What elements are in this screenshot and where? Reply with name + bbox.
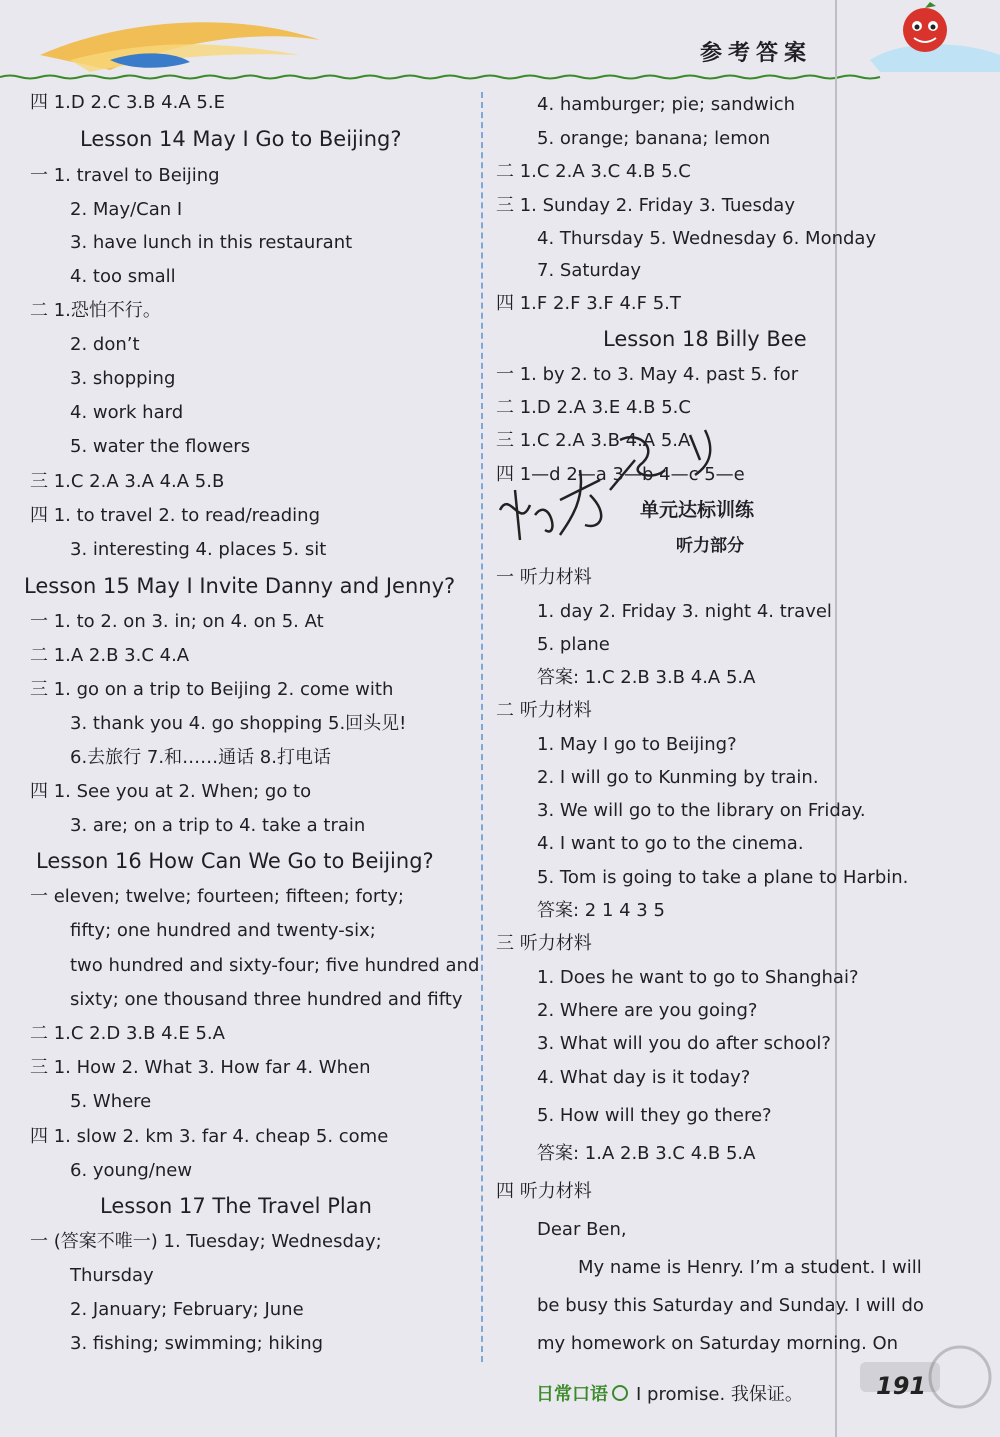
answer-line: 三 听力材料: [496, 933, 592, 954]
lesson-heading: Lesson 15 May I Invite Danny and Jenny?: [24, 574, 456, 598]
answer-line: 3. fishing; swimming; hiking: [70, 1333, 324, 1354]
answer-line: 答案: 2 1 4 3 5: [537, 900, 665, 921]
answer-line: 6.去旅行 7.和……通话 8.打电话: [70, 747, 331, 768]
answer-line: 二 听力材料: [496, 700, 592, 721]
answer-line: 三 1. Sunday 2. Friday 3. Tuesday: [496, 195, 795, 216]
answer-line: 二 1.C 2.D 3.B 4.E 5.A: [30, 1023, 225, 1044]
answer-line: 答案: 1.C 2.B 3.B 4.A 5.A: [537, 667, 756, 688]
answer-line: 4. Thursday 5. Wednesday 6. Monday: [537, 228, 877, 249]
answer-line: 4. What day is it today?: [537, 1067, 751, 1088]
answer-line: 4. work hard: [70, 402, 184, 423]
header-title: 参考答案: [700, 40, 813, 66]
answer-line: 5. How will they go there?: [537, 1105, 772, 1126]
answer-line: 3. thank you 4. go shopping 5.回头见!: [70, 713, 407, 734]
answer-line: 一 (答案不唯一) 1. Tuesday; Wednesday;: [30, 1231, 382, 1252]
header-divider: [0, 74, 1000, 80]
answer-line: 3. are; on a trip to 4. take a train: [70, 815, 366, 836]
answer-line: 四 听力材料: [496, 1181, 592, 1202]
answer-line: 2. don’t: [70, 334, 140, 355]
answer-line: my homework on Saturday morning. On: [537, 1333, 899, 1354]
lesson-heading: Lesson 16 How Can We Go to Beijing?: [36, 849, 434, 873]
answer-line: 一 1. by 2. to 3. May 4. past 5. for: [496, 364, 799, 385]
answer-line: 二 1.恐怕不行。: [30, 300, 161, 321]
footer: [536, 1380, 803, 1406]
answer-line: 3. have lunch in this restaurant: [70, 232, 353, 253]
answer-line: fifty; one hundred and twenty-six;: [70, 920, 376, 941]
answer-line: 2. May/Can I: [70, 199, 183, 220]
answer-line: two hundred and sixty-four; five hundred and: [70, 955, 480, 976]
answer-line: 一 eleven; twelve; fourteen; fifteen; forty;: [30, 886, 405, 907]
answer-line: 1. May I go to Beijing?: [537, 734, 737, 755]
answer-line: 4. I want to go to the cinema.: [537, 833, 804, 854]
answer-line: 5. orange; banana; lemon: [537, 128, 771, 149]
answer-line: 二 1.D 2.A 3.E 4.B 5.C: [496, 397, 691, 418]
footer-phrase: I promise. 我保证。: [636, 1384, 803, 1405]
answer-line: My name is Henry. I’m a student. I will: [578, 1257, 922, 1278]
answer-line: 5. water the flowers: [70, 436, 251, 457]
answer-line: 四 1. See you at 2. When; go to: [30, 781, 312, 802]
answer-line: 四 1—d 2—a 3—b 4—c 5—e: [496, 464, 745, 485]
answer-line: 四 1.D 2.C 3.B 4.A 5.E: [30, 92, 225, 113]
answer-line: 四 1. to travel 2. to read/reading: [30, 505, 321, 526]
section-heading: 听力部分: [676, 536, 744, 556]
answer-line: 2. Where are you going?: [537, 1000, 758, 1021]
answer-line: 一 1. travel to Beijing: [30, 165, 220, 186]
page-number: 191: [876, 1372, 927, 1400]
answer-line: sixty; one thousand three hundred and fifty: [70, 989, 463, 1010]
answer-line: 一 听力材料: [496, 567, 592, 588]
answer-line: be busy this Saturday and Sunday. I will do: [537, 1295, 924, 1316]
answer-line: 4. too small: [70, 266, 176, 287]
lesson-heading: Lesson 17 The Travel Plan: [100, 1194, 372, 1218]
answer-line: 三 1.C 2.A 3.A 4.A 5.B: [30, 471, 225, 492]
answer-line: 6. young/new: [70, 1160, 193, 1181]
header-decoration: [0, 0, 1000, 72]
section-heading: 单元达标训练: [640, 499, 755, 521]
answer-line: 三 1. How 2. What 3. How far 4. When: [30, 1057, 371, 1078]
answer-line: 三 1. go on a trip to Beijing 2. come with: [30, 679, 394, 700]
page-edge: [835, 0, 837, 1437]
answer-line: 3. shopping: [70, 368, 176, 389]
answer-line: 1. day 2. Friday 3. night 4. travel: [537, 601, 832, 622]
answer-line: 二 1.C 2.A 3.C 4.B 5.C: [496, 161, 691, 182]
answer-line: 7. Saturday: [537, 260, 642, 281]
answer-line: 3. What will you do after school?: [537, 1033, 831, 1054]
lesson-heading: Lesson 14 May I Go to Beijing?: [80, 127, 402, 151]
answer-line: 四 1. slow 2. km 3. far 4. cheap 5. come: [30, 1126, 389, 1147]
answer-line: 四 1.F 2.F 3.F 4.F 5.T: [496, 293, 681, 314]
answer-line: 2. January; February; June: [70, 1299, 304, 1320]
answer-line: 答案: 1.A 2.B 3.C 4.B 5.A: [537, 1143, 756, 1164]
answer-line: 二 1.A 2.B 3.C 4.A: [30, 645, 190, 666]
column-divider: [481, 92, 483, 1362]
bullet-icon: [612, 1385, 628, 1401]
answer-line: 3. interesting 4. places 5. sit: [70, 539, 327, 560]
answer-line: 4. hamburger; pie; sandwich: [537, 94, 796, 115]
handwriting-scribble: [490, 420, 770, 560]
answer-line: 2. I will go to Kunming by train.: [537, 767, 819, 788]
answer-line: 三 1.C 2.A 3.B 4.A 5.A: [496, 430, 691, 451]
lesson-heading: Lesson 18 Billy Bee: [603, 327, 807, 351]
answer-line: Dear Ben,: [537, 1219, 627, 1240]
answer-line: 一 1. to 2. on 3. in; on 4. on 5. At: [30, 611, 324, 632]
answer-line: 5. Tom is going to take a plane to Harbin.: [537, 867, 909, 888]
answer-line: 5. Where: [70, 1091, 152, 1112]
answer-line: 5. plane: [537, 634, 610, 655]
footer-label: 日常口语: [536, 1384, 608, 1405]
answer-line: 1. Does he want to go to Shanghai?: [537, 967, 859, 988]
answer-line: 3. We will go to the library on Friday.: [537, 800, 866, 821]
answer-line: Thursday: [70, 1265, 154, 1286]
